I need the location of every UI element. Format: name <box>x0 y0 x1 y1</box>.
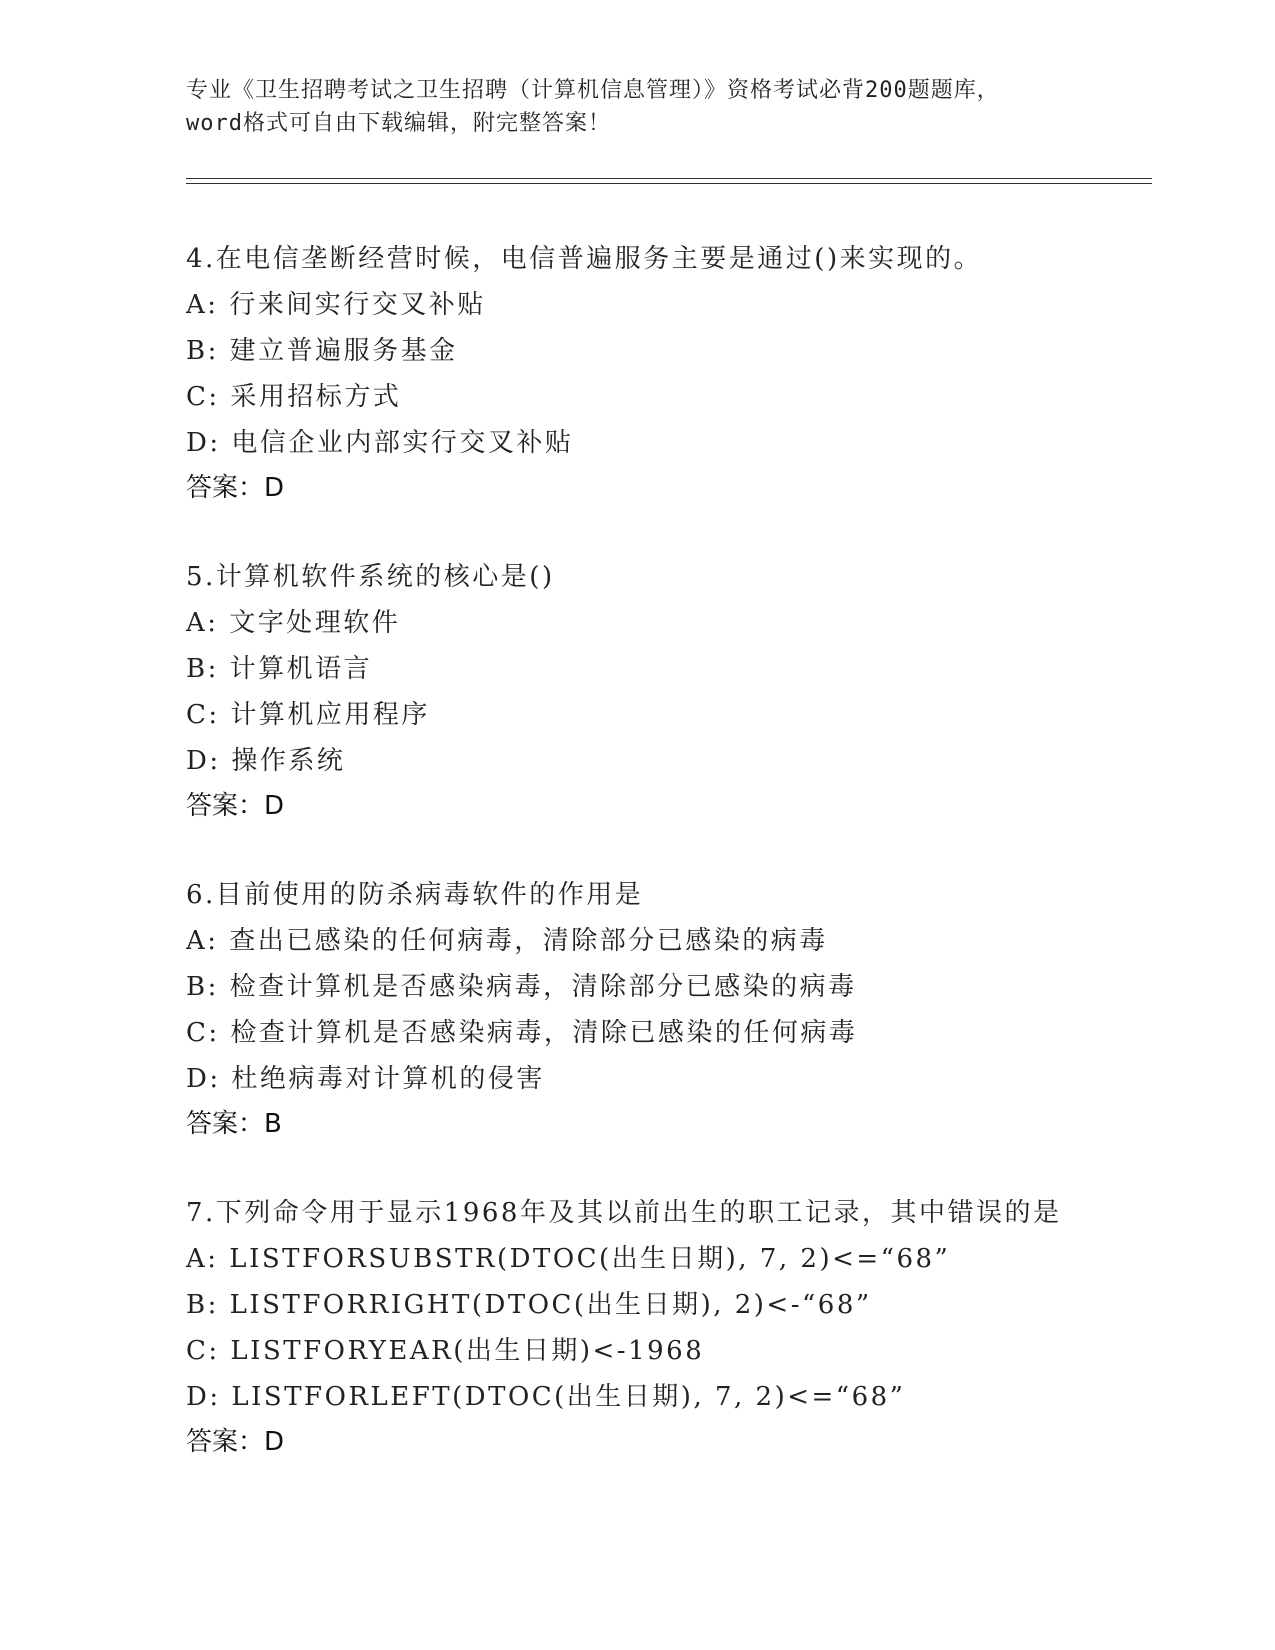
option-a: A: 文字处理软件 <box>186 608 401 638</box>
question-list <box>186 236 1186 1508</box>
answer: 答案：D <box>186 1427 285 1457</box>
option-b: B: 计算机语言 <box>186 654 373 684</box>
question-6 <box>186 872 1186 1146</box>
answer: 答案：D <box>186 473 285 503</box>
option-c: C: LISTFORYEAR(出生日期)<-1968 <box>186 1336 705 1366</box>
header-line-1: 专业《卫生招聘考试之卫生招聘（计算机信息管理）》资格考试必背200题题库， <box>186 78 1000 103</box>
question-7 <box>186 1190 1186 1464</box>
header-line-2: word格式可自由下载编辑，附完整答案！ <box>186 111 611 136</box>
option-a: A: 查出已感染的任何病毒，清除部分已感染的病毒 <box>186 926 828 956</box>
document-header <box>186 74 1086 140</box>
option-d: D: 电信企业内部实行交叉补贴 <box>186 428 574 458</box>
option-d: D: 杜绝病毒对计算机的侵害 <box>186 1064 545 1094</box>
option-c: C: 计算机应用程序 <box>186 700 430 730</box>
question-5 <box>186 554 1186 828</box>
option-b: B: 检查计算机是否感染病毒，清除部分已感染的病毒 <box>186 972 857 1002</box>
question-title: 5.计算机软件系统的核心是() <box>186 562 555 592</box>
answer: 答案：B <box>186 1109 282 1139</box>
question-title: 4.在电信垄断经营时候，电信普遍服务主要是通过()来实现的。 <box>186 244 983 274</box>
option-b: B: 建立普遍服务基金 <box>186 336 458 366</box>
option-d: D: 操作系统 <box>186 746 346 776</box>
option-c: C: 采用招标方式 <box>186 382 402 412</box>
header-divider-top <box>186 178 1152 179</box>
header-divider-bottom <box>186 183 1152 184</box>
question-title: 7.下列命令用于显示1968年及其以前出生的职工记录，其中错误的是 <box>186 1198 1062 1228</box>
option-a: A: LISTFORSUBSTR(DTOC(出生日期), 7, 2)<=“68” <box>186 1244 951 1274</box>
option-b: B: LISTFORRIGHT(DTOC(出生日期), 2)<-“68” <box>186 1290 872 1320</box>
question-title: 6.目前使用的防杀病毒软件的作用是 <box>186 880 644 910</box>
option-c: C: 检查计算机是否感染病毒，清除已感染的任何病毒 <box>186 1018 858 1048</box>
question-4 <box>186 236 1186 510</box>
answer: 答案：D <box>186 791 285 821</box>
option-d: D: LISTFORLEFT(DTOC(出生日期), 7, 2)<=“68” <box>186 1382 906 1412</box>
option-a: A: 行来间实行交叉补贴 <box>186 290 486 320</box>
